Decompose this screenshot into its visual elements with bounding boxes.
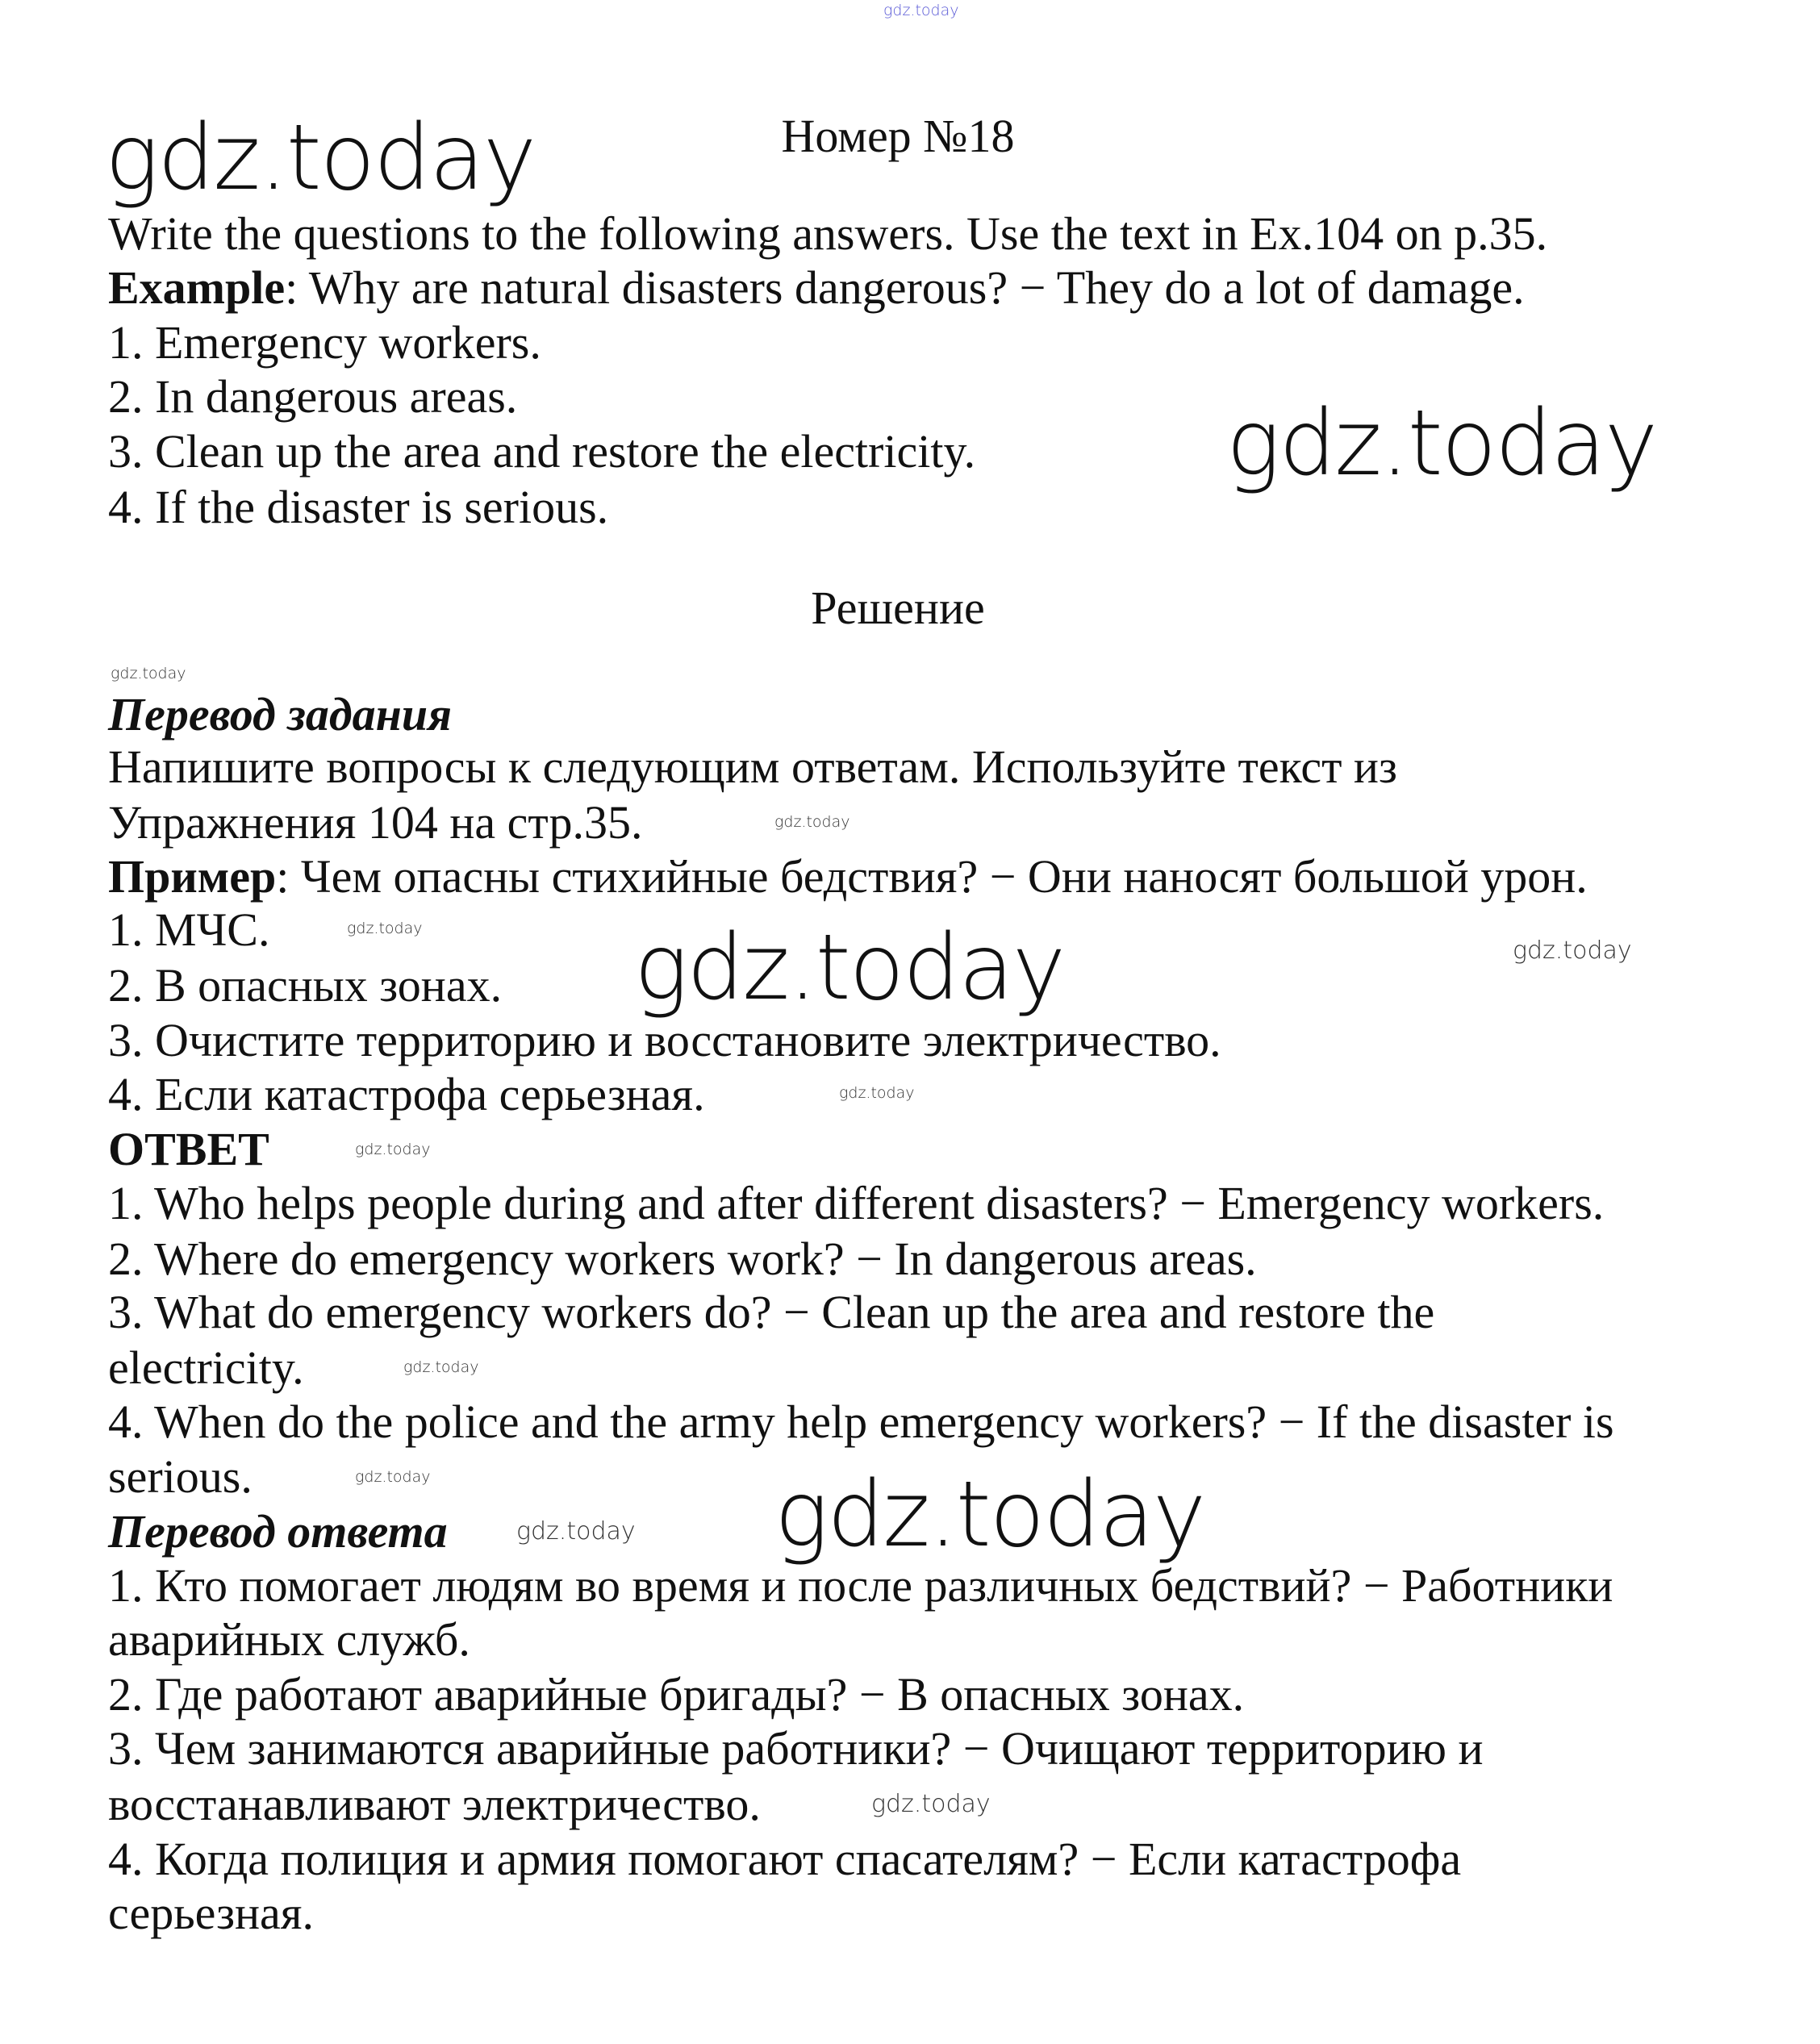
example-label: Example — [108, 261, 286, 314]
watermark-small: gdz.today — [774, 813, 850, 831]
example-label: Пример — [108, 850, 277, 903]
answer-line: 3. What do emergency workers do? − Clean up the area and restore the — [108, 1286, 1435, 1338]
watermark-large: gdz.today — [105, 106, 536, 211]
answer-line: 2. Where do emergency workers work? − In dangerous areas. — [108, 1233, 1257, 1285]
answer-translation-line: 1. Кто помогает людям во время и после различных бедствий? − Работники — [108, 1559, 1613, 1612]
watermark-large: gdz.today — [634, 916, 1065, 1020]
answer-heading: ОТВЕТ — [108, 1123, 269, 1175]
task-example — [108, 261, 1525, 315]
answer-translation-heading: Перевод ответа — [108, 1505, 448, 1558]
task-translation-heading: Перевод задания — [108, 688, 452, 740]
example-text: : Why are natural disasters dangerous? − They do a lot of damage. — [285, 261, 1525, 314]
answer-translation-line: 3. Чем занимаются аварийные работники? − Очищают территорию и — [108, 1722, 1484, 1775]
task-instruction: Write the questions to the following answers. Use the text in Ex.104 on p.35. — [108, 207, 1548, 260]
watermark-small: gdz.today — [111, 665, 186, 682]
watermark-medium: gdz.today — [516, 1517, 636, 1546]
watermark-large: gdz.today — [774, 1462, 1205, 1567]
watermark-small: gdz.today — [347, 920, 423, 937]
page-title: Номер №18 — [781, 110, 1015, 162]
task-item: 1. Emergency workers. — [108, 316, 541, 369]
answer-translation-line: серьезная. — [108, 1887, 314, 1939]
watermark-small: gdz.today — [403, 1358, 479, 1376]
task-translation-item: 1. МЧС. — [108, 903, 270, 956]
answer-translation-line: аварийных служб. — [108, 1613, 470, 1666]
solution-heading: Решение — [811, 582, 985, 634]
answer-line: serious. — [108, 1450, 253, 1503]
answer-line: 4. When do the police and the army help emergency workers? − If the disaster is — [108, 1395, 1614, 1448]
watermark-large: gdz.today — [1226, 391, 1657, 496]
answer-translation-line: 2. Где работают аварийные бригады? − В опасных зонах. — [108, 1668, 1245, 1721]
task-translation-item: 4. Если катастрофа серьезная. — [108, 1068, 705, 1120]
watermark-top: gdz.today — [883, 2, 959, 19]
watermark-small: gdz.today — [355, 1141, 431, 1158]
answer-line: electricity. — [108, 1341, 304, 1394]
task-item: 2. In dangerous areas. — [108, 370, 518, 423]
task-translation-line: Упражнения 104 на стр.35. — [108, 796, 643, 849]
task-translation-item: 3. Очистите территорию и восстановите электричество. — [108, 1014, 1221, 1066]
watermark-medium: gdz.today — [1513, 936, 1632, 965]
answer-translation-line: восстанавливают электричество. — [108, 1778, 761, 1830]
task-translation-item: 2. В опасных зонах. — [108, 959, 503, 1012]
answer-translation-line: 4. Когда полиция и армия помогают спасателям? − Если катастрофа — [108, 1833, 1462, 1885]
task-translation-line: Напишите вопросы к следующим ответам. Используйте текст из — [108, 740, 1397, 793]
task-item: 4. If the disaster is serious. — [108, 481, 609, 533]
watermark-medium: gdz.today — [871, 1790, 991, 1818]
example-text: : Чем опасны стихийные бедствия? − Они наносят большой урон. — [276, 850, 1588, 903]
task-translation-example — [108, 849, 1588, 904]
answer-line: 1. Who helps people during and after different disasters? − Emergency workers. — [108, 1177, 1605, 1229]
task-item: 3. Clean up the area and restore the electricity. — [108, 425, 976, 478]
watermark-small: gdz.today — [839, 1084, 915, 1102]
watermark-small: gdz.today — [355, 1468, 431, 1486]
